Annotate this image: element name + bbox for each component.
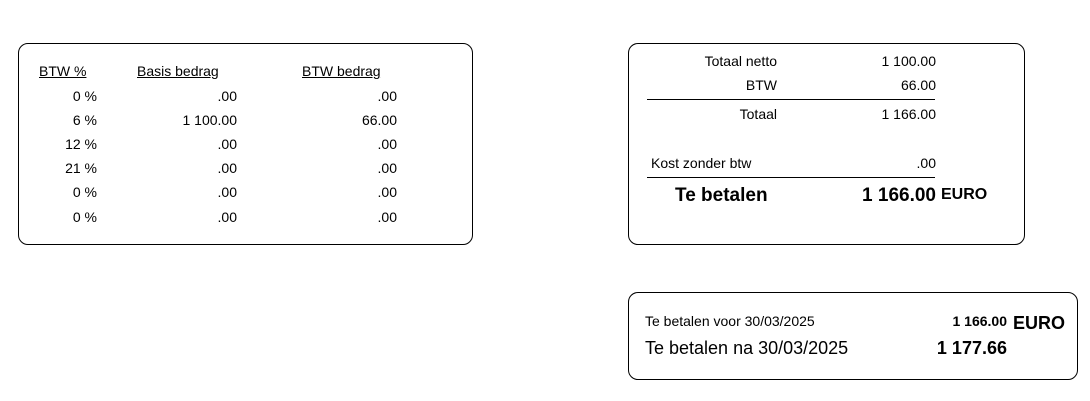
vat-breakdown-box [18,43,473,245]
cost-without-vat-value: .00 [916,155,936,171]
header-base-amount: Basis bedrag [137,63,219,79]
total-value: 1 166.00 [881,106,936,122]
row-vat: .00 [377,184,397,200]
net-total-value: 1 100.00 [881,53,936,69]
row-base: .00 [217,209,237,225]
row-base: .00 [217,136,237,152]
payment-due-box [628,292,1078,380]
vat-label: BTW [745,77,777,93]
row-rate: 12 % [65,136,97,152]
net-total-label: Totaal netto [704,53,777,69]
pay-before-currency: EURO [1013,313,1066,333]
pay-after-label: Te betalen na 30/03/2025 [645,338,849,358]
totals-box [628,43,1025,245]
pay-divider [647,177,935,178]
amount-to-pay-label: Te betalen [675,185,768,206]
row-vat: .00 [377,88,397,104]
row-base: .00 [217,88,237,104]
row-rate: 0 % [72,88,97,104]
row-base: 1 100.00 [182,112,237,128]
subtotal-divider [647,99,935,100]
row-vat: .00 [377,160,397,176]
row-rate: 0 % [72,209,97,225]
vat-value: 66.00 [900,77,936,93]
cost-without-vat-label: Kost zonder btw [651,155,752,171]
pay-before-label: Te betalen voor 30/03/2025 [645,313,815,329]
row-vat: 66.00 [361,112,397,128]
pay-after-value: 1 177.66 [936,338,1007,358]
row-vat: .00 [377,136,397,152]
row-vat: .00 [377,209,397,225]
currency-label: EURO [941,186,988,203]
row-base: .00 [217,160,237,176]
header-vat-amount: BTW bedrag [302,63,381,79]
header-vat-rate: BTW % [39,63,87,79]
row-base: .00 [217,184,237,200]
row-rate: 0 % [72,184,97,200]
pay-before-value: 1 166.00 [952,313,1007,329]
row-rate: 21 % [65,160,97,176]
row-rate: 6 % [72,112,97,128]
amount-to-pay-value: 1 166.00 [862,185,936,206]
total-label: Totaal [739,106,777,122]
